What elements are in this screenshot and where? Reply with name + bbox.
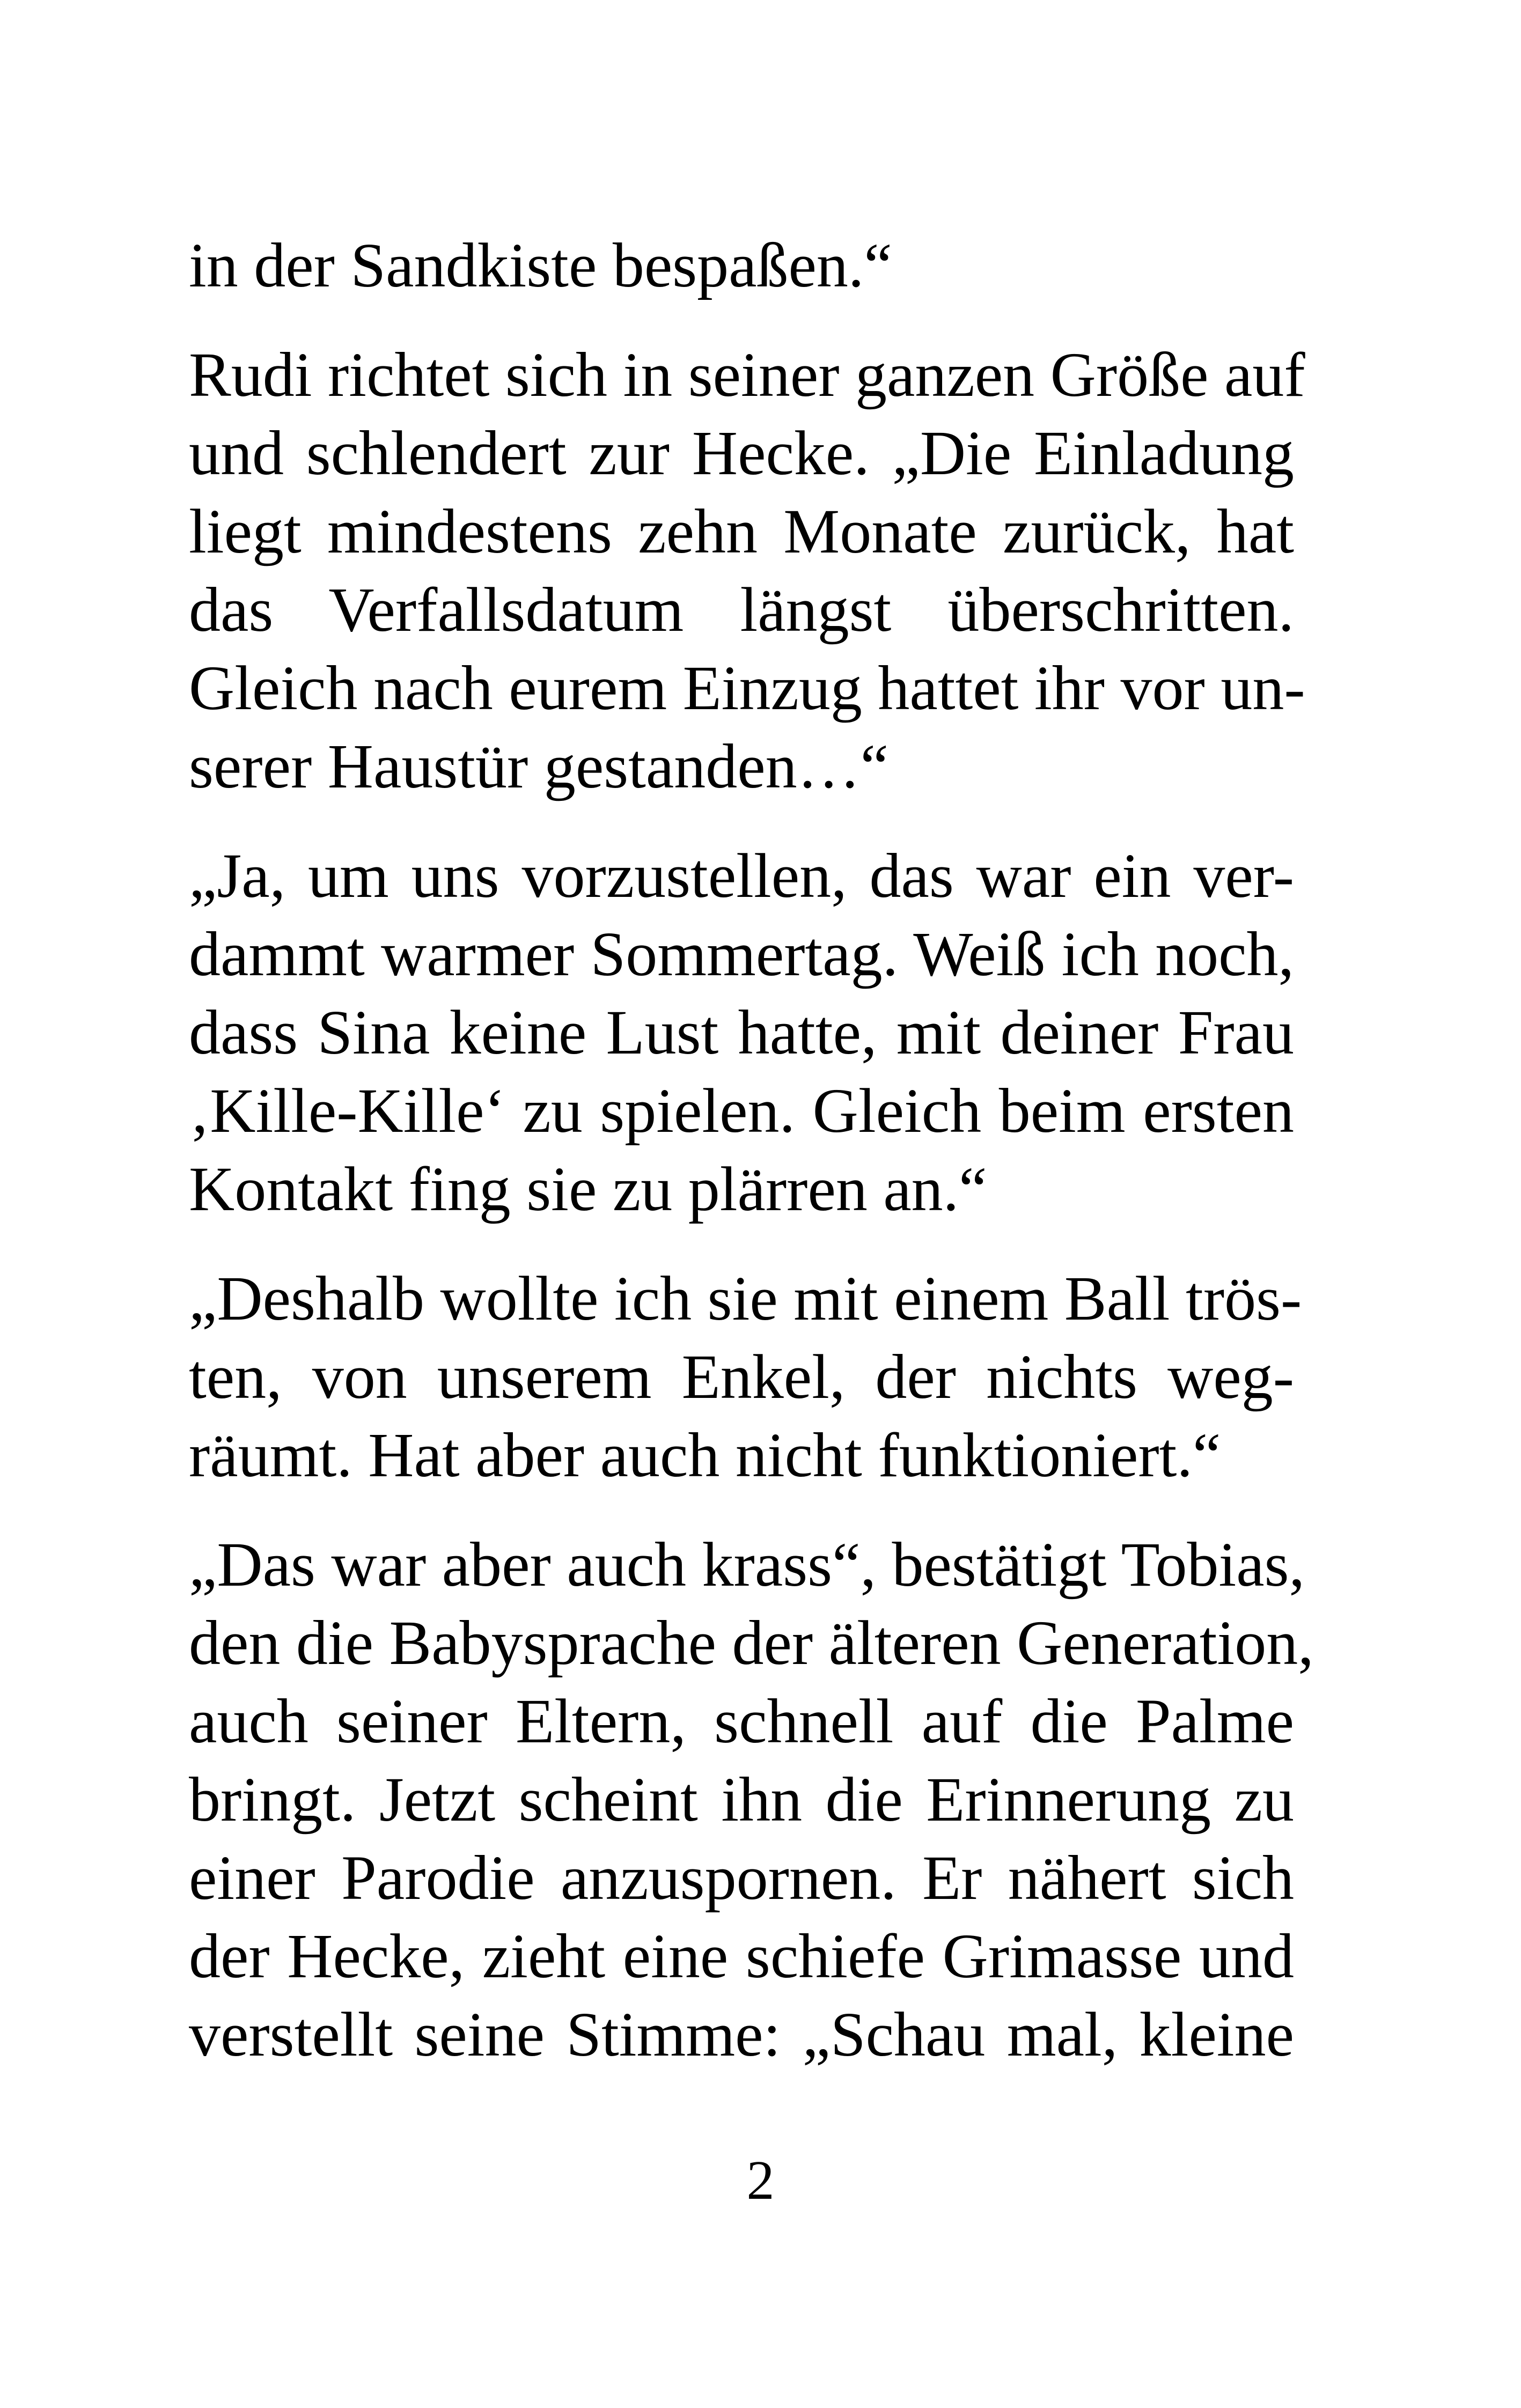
- text-line: dammt warmer Sommertag. Weiß ich noch,: [189, 919, 1294, 989]
- paragraph-spacer: [189, 305, 1294, 336]
- text-line: räumt. Hat aber auch nicht funktioniert.“: [189, 1420, 1221, 1490]
- paragraph-spacer: [189, 1228, 1294, 1260]
- text-line: den die Babysprache der älteren Generation,: [189, 1608, 1314, 1678]
- paragraph: [189, 226, 1294, 305]
- paragraph: [189, 1260, 1302, 1494]
- text-line: ‚Kille-Kille‘ zu spielen. Gleich beim ersten: [189, 1076, 1294, 1146]
- page-number: 2: [746, 2149, 775, 2211]
- text-line: und schlendert zur Hecke. „Die Einladung: [189, 418, 1294, 488]
- paragraph-spacer: [189, 1494, 1294, 1526]
- text-line: Rudi richtet sich in seiner ganzen Größe auf: [189, 340, 1305, 410]
- text-line: Kontakt fing sie zu plärren an.“: [189, 1154, 987, 1224]
- text-line: in der Sandkiste bespaßen.“: [189, 230, 892, 300]
- text-line: der Hecke, zieht eine schiefe Grimasse und: [189, 1921, 1294, 1991]
- text-line: das Verfallsdatum längst überschritten.: [189, 575, 1294, 645]
- text-line: verstellt seine Stimme: „Schau mal, kleine: [189, 1999, 1294, 2070]
- text-line: dass Sina keine Lust hatte, mit deiner Frau: [189, 997, 1294, 1067]
- text-line: Gleich nach eurem Einzug hattet ihr vor un-: [189, 653, 1305, 723]
- text-line: „Das war aber auch krass“, bestätigt Tobias,: [189, 1529, 1305, 1600]
- text-line: serer Haustür gestanden…“: [189, 731, 889, 801]
- body-text: [189, 226, 1314, 2074]
- text-line: auch seiner Eltern, schnell auf die Palme: [189, 1686, 1294, 1756]
- text-line: ten, von unserem Enkel, der nichts weg-: [189, 1342, 1294, 1412]
- text-line: einer Parodie anzuspornen. Er nähert sich: [189, 1843, 1294, 1913]
- text-line: bringt. Jetzt scheint ihn die Erinnerung zu: [189, 1764, 1294, 1835]
- paragraph: [189, 837, 1294, 1228]
- text-line: liegt mindestens zehn Monate zurück, hat: [189, 496, 1294, 566]
- text-line: „Ja, um uns vorzustellen, das war ein ver-: [189, 841, 1294, 911]
- paragraph: [189, 336, 1305, 806]
- paragraph: [189, 1526, 1314, 2074]
- paragraph-spacer: [189, 806, 1294, 837]
- text-line: „Deshalb wollte ich sie mit einem Ball trös-: [189, 1263, 1302, 1334]
